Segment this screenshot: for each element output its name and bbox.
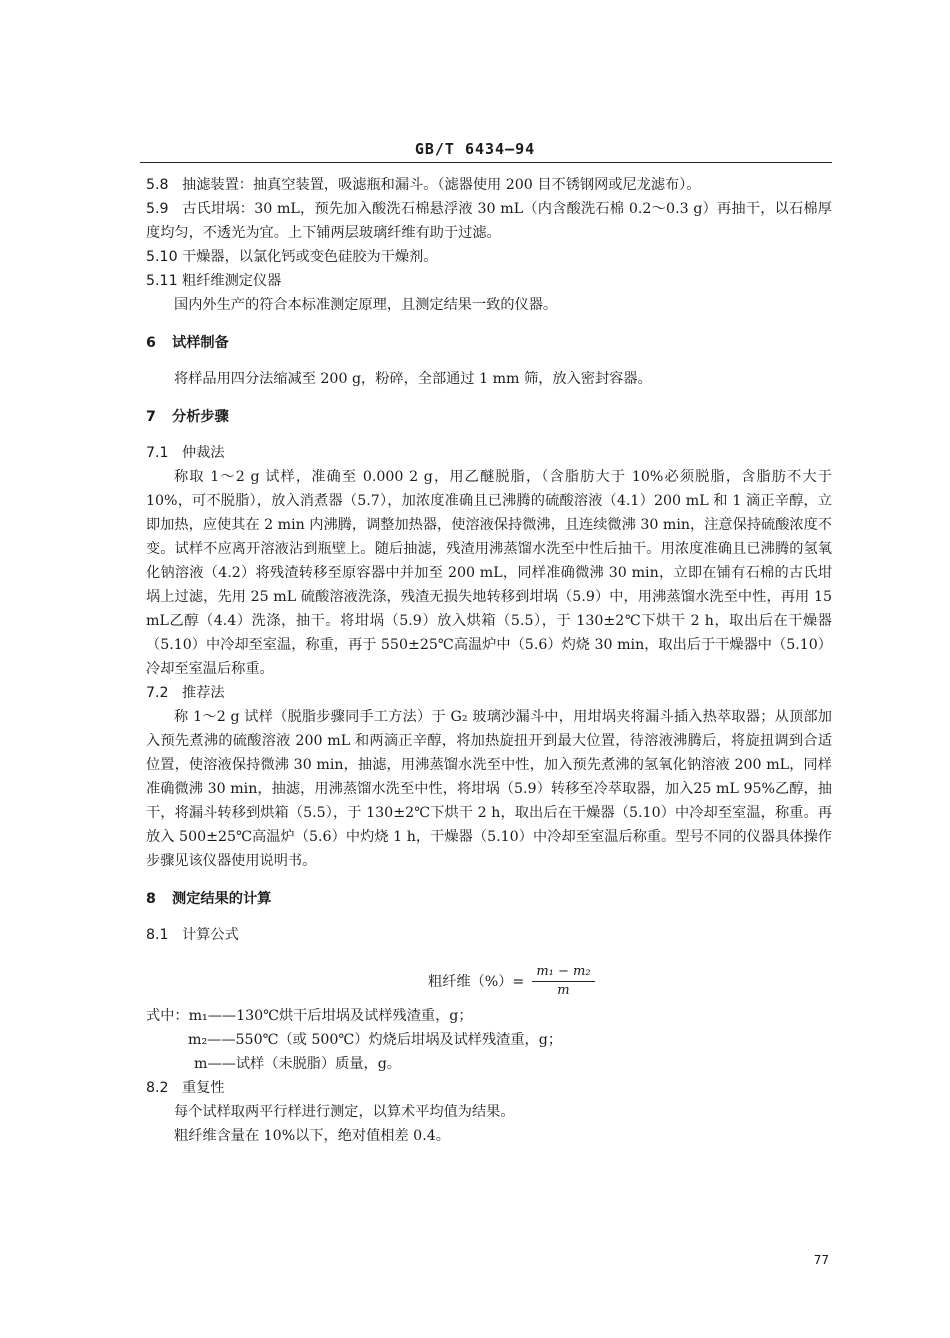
item-text: 古氏坩埚：30 mL，预先加入酸洗石棉悬浮液 30 mL（内含酸洗石棉 0.2～0.3 g）再抽干，以石棉厚度均匀，不透光为宜。上下铺两层玻璃纤维有助于过滤。 — [146, 201, 832, 241]
item-5-11 — [146, 269, 832, 293]
item-title: 粗纤维测定仪器 — [182, 273, 282, 289]
subsection-8-2-line2: 粗纤维含量在 10%以下，绝对值相差 0.4。 — [174, 1128, 450, 1144]
item-5-11-text: 国内外生产的符合本标准测定原理，且测定结果一致的仪器。 — [174, 297, 558, 313]
section-title: 测定结果的计算 — [172, 891, 272, 907]
section-6-text: 将样品用四分法缩减至 200 g，粉碎，全部通过 1 mm 筛，放入密封容器。 — [174, 371, 652, 387]
subsection-8-2-line1: 每个试样取两平行样进行测定，以算术平均值为结果。 — [174, 1104, 515, 1120]
subsection-number: 8.1 — [146, 927, 169, 943]
subsection-7-2-heading — [146, 681, 832, 705]
formula-lhs: 粗纤维（%）= — [428, 973, 525, 990]
subsection-7-2-text: 称 1～2 g 试样（脱脂步骤同手工方法）于 G₂ 玻璃沙漏斗中，用坩埚夹将漏斗插入热萃取器；从顶部加入预先煮沸的硫酸溶液 200 mL 和两滴正辛醇，将加热旋扭开到最大位置，待溶液沸腾后，将旋扭调到合适位置，使溶液保持微沸 30 min，抽滤，用沸蒸馏水洗至中性，加入预先煮沸的氢氧化钠溶液 200 mL，同样准确微沸 30 min，抽滤，用沸蒸馏水洗至中性，将坩埚（5.9）转移至冷萃取器，加入25 mL 95%乙醇，抽干，将漏斗转移到烘箱（5.5），于 130±2℃下烘干 2 h，取出后在干燥器（5.10）中冷却至室温，称重。再放入 500±25℃高温炉（5.6）中灼烧 1 h，干燥器（5.10）中冷却至室温后称重。型号不同的仪器具体操作步骤见该仪器使用说明书。 — [146, 709, 832, 869]
where-prefix: 式中： — [146, 1008, 189, 1024]
item-number: 5.10 — [146, 249, 178, 265]
subsection-7-1-text: 称取 1～2 g 试样，准确至 0.000 2 g，用乙醚脱脂，（含脂肪大于 10%必须脱脂，含脂肪不大于 10%，可不脱脂），放入消煮器（5.7），加浓度准确且已沸腾的硫酸溶液（4.1）200 mL 和 1 滴正辛醇，立即加热，应使其在 2 min 内沸腾，调整加热器，使溶液保持微沸，且连续微沸 30 min，注意保持硫酸浓度不变。试样不应离开溶液沾到瓶壁上。随后抽滤，残渣用沸蒸馏水洗至中性后抽干。用浓度准确且已沸腾的氢氧化钠溶液（4.2）将残渣转移至原容器中并加至 200 mL，同样准确微沸 30 min，立即在铺有石棉的古氏坩埚上过滤，先用 25 mL 硫酸溶液洗涤，残渣无损失地转移到坩埚（5.9）中，用沸蒸馏水洗至中性，再用 15 mL乙醇（4.4）洗涤，抽干。将坩埚（5.9）放入烘箱（5.5），于 130±2℃下烘干 2 h，取出后在干燥器（5.10）中冷却至室温，称重，再于 550±25℃高温炉中（5.6）灼烧 30 min，取出后于干燥器中（5.10）冷却至室温后称重。 — [146, 469, 832, 677]
item-number: 5.8 — [146, 177, 169, 193]
item-text: 干燥器，以氯化钙或变色硅胶为干燥剂。 — [182, 249, 438, 265]
subsection-8-2-heading — [146, 1076, 832, 1100]
document-body — [146, 173, 832, 1148]
subsection-title: 仲裁法 — [182, 445, 225, 461]
formula-denominator: m — [557, 983, 570, 998]
section-number: 8 — [146, 891, 156, 907]
where-m2: m₂——550℃（或 500℃）灼烧后坩埚及试样残渣重，g； — [188, 1032, 563, 1048]
where-m1 — [146, 1004, 832, 1028]
formula-fraction — [532, 963, 594, 1000]
subsection-title: 推荐法 — [182, 685, 225, 701]
section-6-heading — [146, 331, 832, 355]
subsection-title: 计算公式 — [182, 927, 239, 943]
subsection-number: 7.2 — [146, 685, 169, 701]
formula — [146, 963, 832, 1000]
item-number: 5.11 — [146, 273, 178, 289]
page-number: 77 — [813, 1253, 829, 1267]
subsection-8-1-heading — [146, 923, 832, 947]
section-number: 6 — [146, 335, 156, 351]
item-5-10 — [146, 245, 832, 269]
item-5-9 — [146, 197, 832, 245]
subsection-7-1-heading — [146, 441, 832, 465]
item-number: 5.9 — [146, 201, 169, 217]
item-text: 抽滤装置：抽真空装置，吸滤瓶和漏斗。（滤器使用 200 目不锈钢网或尼龙滤布）。 — [182, 177, 701, 193]
where-m: m——试样（未脱脂）质量，g。 — [194, 1056, 401, 1072]
section-title: 试样制备 — [172, 335, 229, 351]
section-number: 7 — [146, 409, 156, 425]
item-5-8 — [146, 173, 832, 197]
subsection-title: 重复性 — [182, 1080, 225, 1096]
header-rule — [140, 162, 832, 163]
formula-numerator: m₁ − m₂ — [532, 963, 594, 982]
subsection-number: 8.2 — [146, 1080, 169, 1096]
where-m1-text: m₁——130℃烘干后坩埚及试样残渣重，g； — [188, 1008, 473, 1024]
section-7-heading — [146, 405, 832, 429]
section-title: 分析步骤 — [172, 409, 229, 425]
subsection-number: 7.1 — [146, 445, 169, 461]
document-header: GB/T 6434—94 — [414, 140, 536, 158]
section-8-heading — [146, 887, 832, 911]
